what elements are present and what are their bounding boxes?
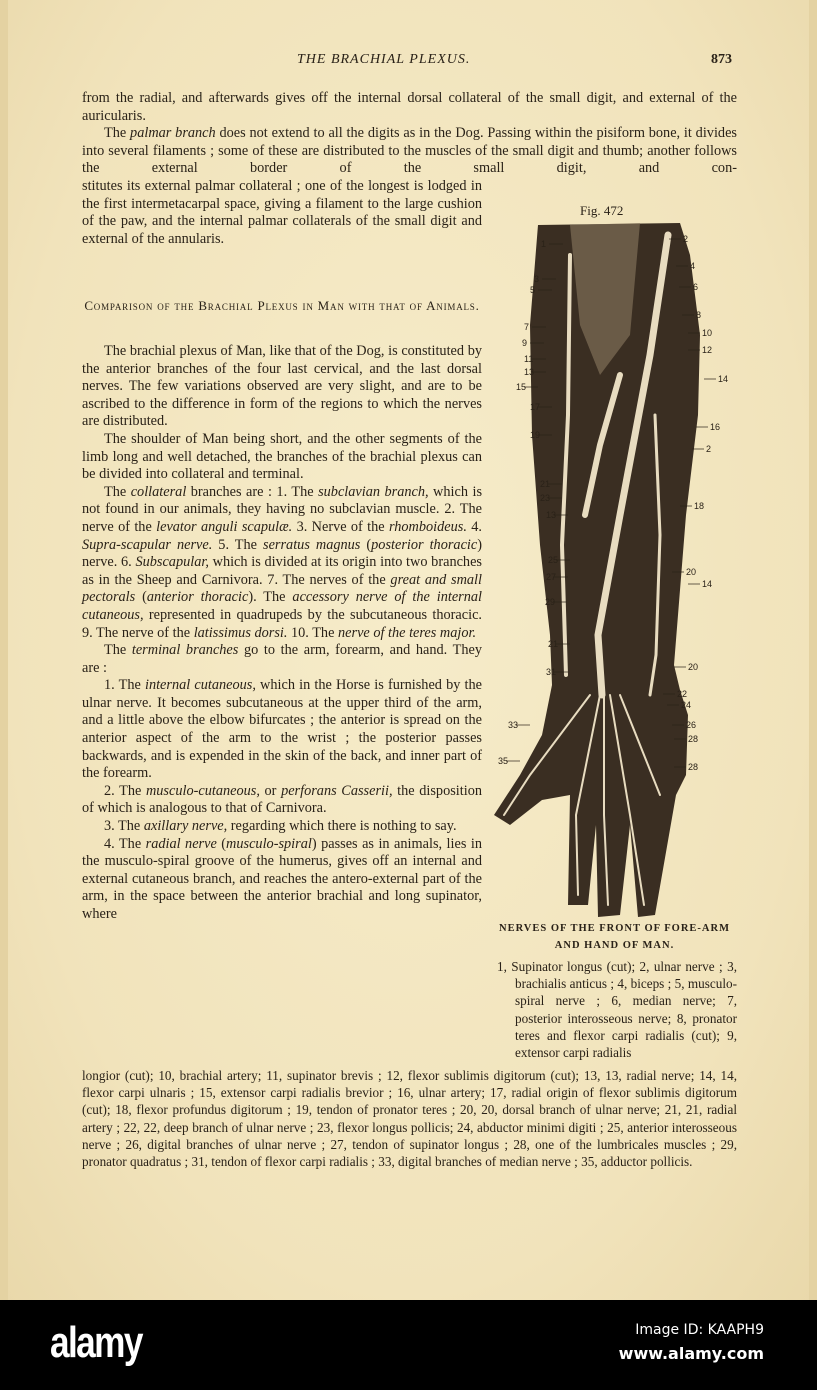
italic-term: great and small pectorals — [82, 571, 482, 606]
figure-label: 13 — [546, 510, 557, 520]
running-title: THE BRACHIAL PLEXUS. — [297, 52, 471, 67]
figure-label: 20 — [686, 567, 697, 577]
text-block-wrap — [82, 178, 482, 248]
text-run: which is divided at its origin into two branches as in the Sheep and Carnivora. 7. The nerves of the — [82, 554, 482, 588]
figure-label: 22 — [677, 689, 688, 699]
text-run: The — [104, 483, 131, 500]
figure-label: 3 — [534, 274, 540, 284]
figure-caption: NERVES OF THE FRONT OF FORE-ARM AND HAND OF MAN. — [498, 923, 731, 951]
figure-label: 27 — [546, 572, 557, 582]
italic-term: subclavian branch, — [318, 483, 429, 500]
text-run: from the radial, and afterwards gives off the internal dorsal collateral of the small digit, and external of the auricularis. — [82, 90, 737, 124]
text-run: The shoulder of Man being short, and the other segments of the limb long and well detached, the branches of the brachial plexus can be divided into collateral and terminal. — [82, 430, 482, 483]
paragraph — [82, 484, 482, 642]
italic-term: nerve of the teres major. — [338, 624, 477, 641]
italic-term: musculo-cutaneous, — [145, 782, 260, 799]
figure-label: 26 — [686, 720, 697, 730]
italic-term: Subscapular, — [135, 554, 209, 571]
paragraph — [82, 431, 482, 484]
figure-label: 21 — [548, 639, 559, 649]
text-run: the disposition of which is analogous to that of Carnivora. — [82, 782, 482, 817]
figure-label: 8 — [696, 310, 702, 320]
text-block-top — [82, 90, 737, 178]
figure-label: 18 — [694, 501, 705, 511]
text-run: stitutes its external palmar collateral ; one of the longest is lodged in the first intermetacarpal space, giving a filament to the large cushion of the paw, and the internal palmar collaterals of the small digit and external of the annularis. — [82, 178, 482, 247]
figure-label: 15 — [516, 382, 527, 392]
figure-label: 1 — [541, 239, 547, 249]
text-run: 10. The — [287, 624, 339, 641]
figure-label: 28 — [688, 734, 699, 744]
text-run: ) nerve. 6. — [82, 536, 482, 571]
italic-term: anterior thoracic — [146, 589, 249, 606]
italic-term: perforans Casserii, — [281, 782, 393, 799]
text-run: ( — [360, 536, 372, 553]
italic-term: Supra-scapular nerve. — [82, 536, 213, 553]
figure-label: 2 — [706, 444, 712, 454]
figure-label: 29 — [545, 597, 556, 607]
figure-label: 9 — [522, 338, 528, 348]
italic-term: collateral — [130, 483, 187, 500]
figure-label: 21 — [540, 479, 551, 489]
text-run: does not extend to all the digits as in the Dog. Passing within the pisiform bone, it divides into several filaments ; some of these are distributed to the muscles of the small digit and thumb; another follows the external border of the small digit, and con- — [82, 125, 737, 177]
figure-label: 25 — [548, 555, 559, 565]
text-run: 4. — [466, 518, 482, 535]
italic-term: latissimus dorsi. — [193, 624, 288, 641]
legend-text: longior (cut); 10, brachial artery; 11, supinator brevis ; 12, flexor sublimis digitorum (cut); 13, 13, radial nerve; 14, 14, flexor carpi ulnaris ; 15, extensor carpi radialis brevior ; 16, ulnar artery; 17, radial origin of flexor sublimis digitorum (cut); 18, flexor profundus digitorum ; 19, tendon of pronator teres ; 20, 20, dorsal branch of ulnar nerve; 21, 21, radial artery ; 22, 22, deep branch of ulnar nerve ; 23, flexor longus pollicis; 24, abductor minimi digiti ; 25, anterior interosseous nerve ; 26, digital branches of ulnar nerve ; 27, tendon of supinator longus ; 28, one of the lumbricales muscles ; 29, pronator quadratus ; 31, tendon of flexor carpi radialis ; 33, digital branches of median nerve ; 35, adductor pollicis. — [82, 1068, 737, 1170]
figure-label: 28 — [688, 762, 699, 772]
text-run: represented in quadrupeds by the subcutaneous thoracic. 9. The nerve of the — [82, 606, 482, 641]
figure-label: 13 — [524, 367, 535, 377]
paragraph — [82, 178, 482, 248]
text-run: or — [259, 782, 282, 799]
main-column — [82, 343, 482, 924]
paragraph — [82, 836, 482, 924]
text-run: ). The — [248, 589, 293, 606]
figure-label: 24 — [681, 700, 692, 710]
text-run: 4. The — [104, 835, 146, 852]
italic-term: terminal branches — [131, 642, 239, 659]
italic-term: radial nerve — [145, 835, 217, 852]
text-run: The — [104, 125, 131, 142]
text-run: 5. The — [212, 536, 264, 553]
italic-term: rhomboideus. — [388, 518, 467, 535]
italic-term: accessory nerve of the internal cutaneous, — [82, 589, 483, 623]
figure-label: 7 — [524, 322, 530, 332]
figure-label: 14 — [718, 374, 729, 384]
text-run: The — [104, 642, 132, 659]
figure-label: 19 — [530, 430, 541, 440]
text-run: which in the Horse is furnished by the ulnar nerve. It becomes subcutaneous at the upper third of the arm, and a little above the elbow bifurcates ; the anterior is spread on the anterior aspect of the arm to the wrist ; the posterior passes backwards, and is expended in the skin of the back, and inner part of the forearm. — [82, 677, 482, 782]
figure-legend-continued — [82, 1067, 737, 1170]
italic-term: musculo-spiral — [226, 835, 312, 852]
figure-label: 20 — [688, 662, 699, 672]
figure-label: 17 — [530, 402, 541, 412]
italic-term: internal cutaneous, — [144, 677, 256, 694]
paragraph — [82, 818, 482, 836]
text-run: 1. The — [104, 677, 145, 694]
text-run: 2. The — [104, 782, 146, 799]
watermark-url: www.alamy.com — [618, 1344, 764, 1363]
text-run: which is not found in our animals, they having no subclavian muscle. 2. The nerve of the — [82, 483, 483, 535]
forearm-hand-illustration — [480, 215, 729, 925]
figure-number: Fig. 472 — [580, 203, 624, 218]
text-run: ( — [135, 589, 147, 606]
paragraph — [82, 343, 482, 431]
figure-legend-column — [497, 958, 737, 1061]
paragraph — [82, 642, 482, 677]
text-run: ( — [216, 835, 227, 852]
figure-label: 10 — [702, 328, 713, 338]
figure-label: 35 — [498, 756, 509, 766]
section-heading: Comparison of the Brachial Plexus in Man with that of Animals. — [84, 298, 480, 313]
figure-label: 11 — [524, 354, 534, 364]
figure-label: 23 — [540, 493, 551, 503]
text-run: regarding which there is nothing to say. — [227, 818, 457, 835]
text-run: go to the arm, forearm, and hand. They are : — [82, 642, 482, 676]
figure-label: 2 — [683, 234, 689, 244]
italic-term: palmar branch — [130, 125, 216, 142]
page-edge-left — [0, 0, 8, 1300]
figure-label: 12 — [702, 345, 713, 355]
italic-term: serratus magnus — [263, 536, 361, 553]
figure-label: 4 — [690, 261, 696, 271]
figure-label: 16 — [710, 422, 721, 432]
page-number: 873 — [711, 52, 732, 67]
text-run: 3. The — [104, 818, 144, 835]
figure-label: 33 — [508, 720, 519, 730]
alamy-logo: alamy — [50, 1318, 142, 1367]
figure-label: 14 — [702, 579, 713, 589]
paragraph — [82, 125, 737, 178]
text-run: branches are : 1. The — [186, 483, 319, 500]
text-run: ) passes as in animals, lies in the musculo-spiral groove of the humerus, gives off an internal and external cutaneous branch, and reaches the antero-external part of the arm, in the space between the anterior brachial and long supinator, where — [82, 835, 482, 922]
italic-term: posterior thoracic — [371, 536, 478, 553]
figure-label: 31 — [546, 667, 557, 677]
figure-label: 6 — [693, 282, 699, 292]
paragraph — [82, 90, 737, 125]
italic-term: axillary nerve, — [143, 818, 228, 835]
paragraph — [82, 677, 482, 783]
figure-label: 5 — [530, 285, 536, 295]
image-id: Image ID: KAAPH9 — [635, 1322, 764, 1338]
text-run: The brachial plexus of Man, like that of the Dog, is constituted by the anterior branches of the four last cervical, and the last dorsal nerves. The few variations observed are very slight, and are to be ascribed to the difference in form of the regions to which the nerves are distributed. — [82, 343, 482, 430]
legend-text: 1, Supinator longus (cut); 2, ulnar nerve ; 3, brachialis anticus ; 4, biceps ; 5, musculo-spiral nerve ; 6, median nerve; 7, posterior interosseous nerve; 8, pronator teres and flexor carpi radialis (cut); 9, extensor carpi radialis — [497, 959, 737, 1061]
paragraph — [82, 783, 482, 818]
page-edge-right — [809, 0, 817, 1300]
italic-term: levator anguli scapulæ. — [156, 518, 293, 535]
watermark-bar — [0, 1300, 817, 1390]
text-run: 3. Nerve of the — [292, 518, 389, 535]
